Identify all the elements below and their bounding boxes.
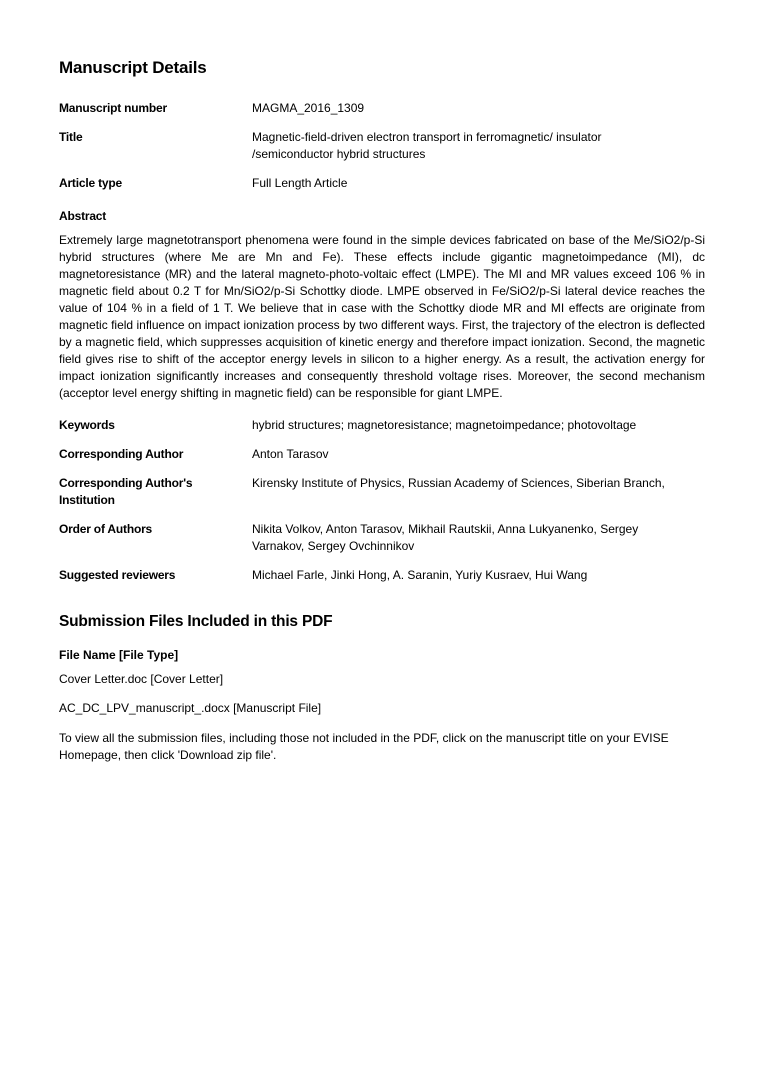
order-of-authors-value: Nikita Volkov, Anton Tarasov, Mikhail Rautskii, Anna Lukyanenko, Sergey Varnakov, Sergey Ovchinnikov (252, 522, 639, 553)
keywords-label: Keywords (59, 418, 115, 432)
submission-files-heading: Submission Files Included in this PDF (59, 613, 333, 630)
file-item-manuscript: AC_DC_LPV_manuscript_.docx [Manuscript File] (59, 701, 322, 715)
abstract-label: Abstract (59, 209, 107, 223)
corresponding-author-value: Anton Tarasov (252, 447, 329, 461)
page-title: Manuscript Details (59, 58, 207, 77)
article-type-label: Article type (59, 176, 122, 190)
suggested-reviewers-label: Suggested reviewers (59, 568, 176, 582)
suggested-reviewers-value: Michael Farle, Jinki Hong, A. Saranin, Yuriy Kusraev, Hui Wang (252, 568, 588, 582)
article-type-value: Full Length Article (252, 176, 348, 190)
download-note: To view all the submission files, including those not included in the PDF, click on the manuscript title on your EVISE Homepage, then click 'Download zip file'. (59, 731, 669, 762)
manuscript-number-label: Manuscript number (59, 101, 167, 115)
file-item-cover-letter: Cover Letter.doc [Cover Letter] (59, 672, 224, 686)
order-of-authors-label: Order of Authors (59, 522, 153, 536)
institution-value: Kirensky Institute of Physics, Russian Academy of Sciences, Siberian Branch, (252, 476, 665, 490)
title-label: Title (59, 130, 83, 144)
title-value: Magnetic-field-driven electron transport in ferromagnetic/ insulator /semiconductor hybrid structures (252, 130, 602, 161)
institution-label: Corresponding Author's Institution (59, 476, 193, 507)
manuscript-number-value: MAGMA_2016_1309 (252, 101, 365, 115)
corresponding-author-label: Corresponding Author (59, 447, 184, 461)
file-name-header: File Name [File Type] (59, 648, 179, 662)
keywords-value: hybrid structures; magnetoresistance; magnetoimpedance; photovoltage (252, 418, 637, 432)
abstract-text: Extremely large magnetotransport phenomena were found in the simple devices fabricated on base of the Me/SiO2/p-Si hybrid structures (where Me are Mn and Fe). These effects include gigantic magnetoimpedance (MI), dc magnetoresistance (MR) and the lateral magneto-photo-voltaic effect (LMPE). The MI and MR values exceed 106 % in magnetic field about 0.2 T for Mn/SiO2/p-Si Schottky diode. LMPE observed in Fe/SiO2/p-Si lateral device reaches the value of 104 % in a field of 1 T. We believe that in case with the Schottky diode MR and MI effects are originate from magnetic field influence on impact ionization process by two different ways. First, the trajectory of the electron is deflected by a magnetic field, which suppresses acquisition of kinetic energy and therefore impact ionization. Second, the magnetic field gives rise to shift of the acceptor energy levels in silicon to a higher energy. As a result, the activation energy for impact ionization significantly increases and consequently threshold voltage rises. Moreover, the second mechanism (acceptor level energy shifting in magnetic field) can be responsible for giant LMPE. (59, 233, 705, 400)
